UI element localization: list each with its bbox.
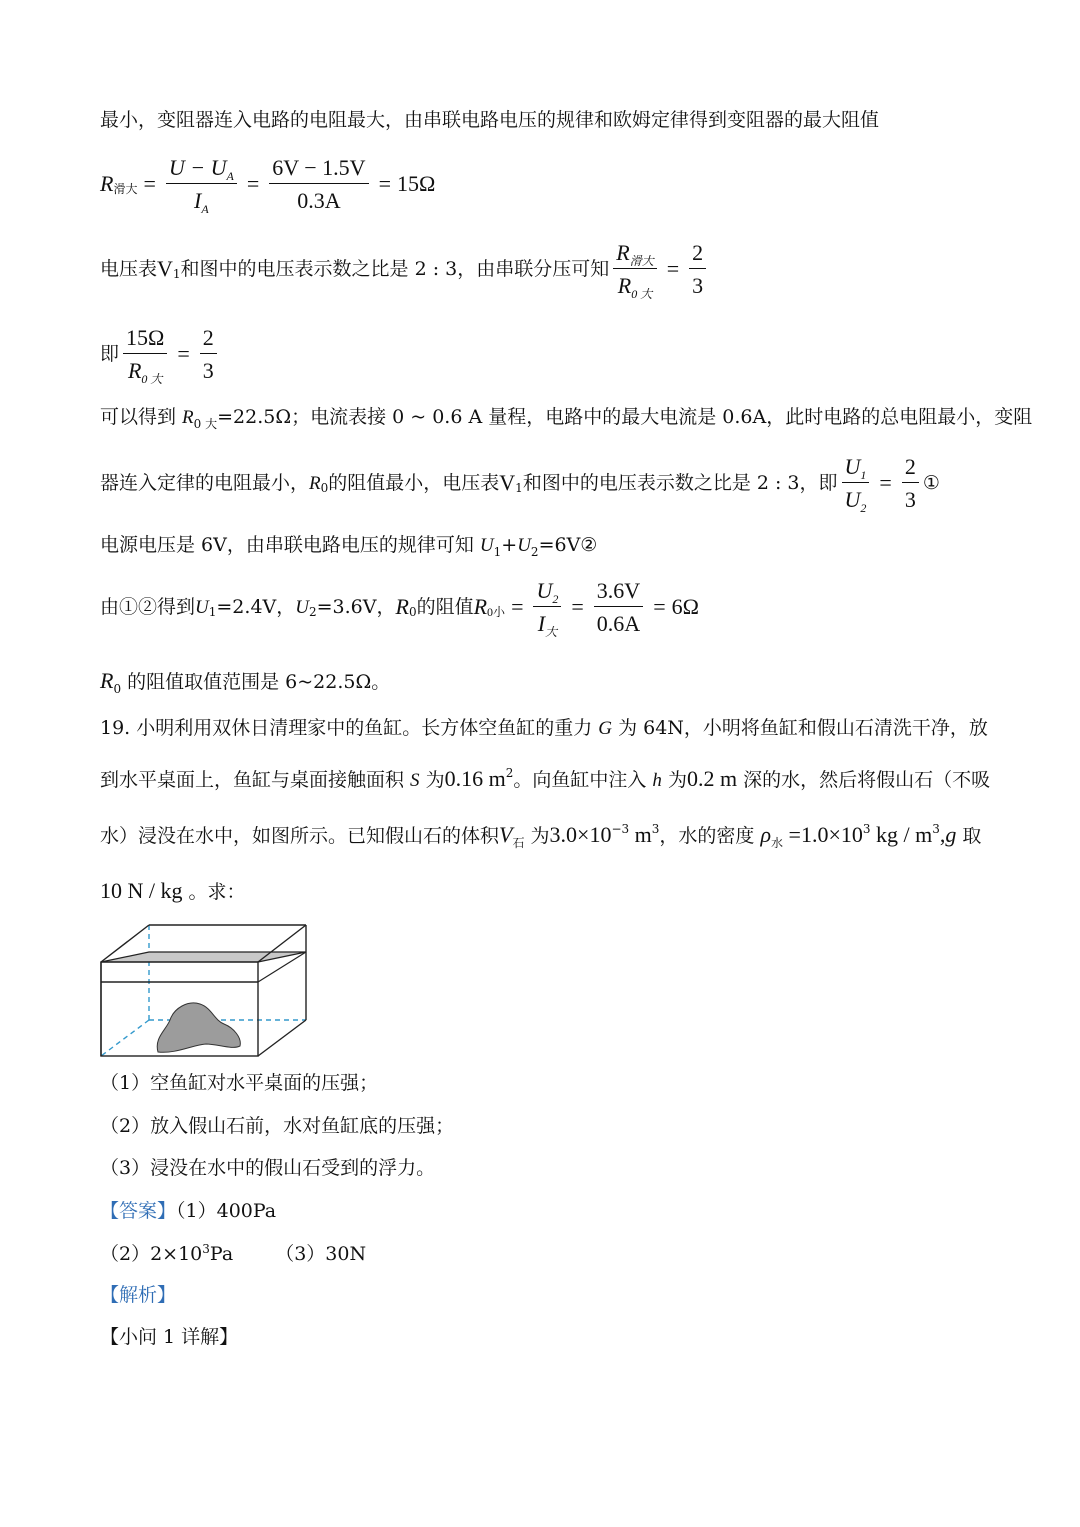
question-19-line-1: 19. 小明利用双休日清理家中的鱼缸。长方体空鱼缸的重力 G 为 64N，小明将鱼缸和假山石清洗干净，放 [100, 717, 988, 739]
question-19-line-4: 10 N / kg 。求： [100, 878, 246, 903]
analysis-tag: 【解析】 [100, 1284, 177, 1306]
question-19-line-3: 水）浸没在水中，如图所示。已知假山石的体积$V_石$ 为$3.0\times 10^{-3}$ $m^3$，水的密度 $\rho_水 =1.0\times 10^3$ kg / $m^3,g$ 取 [100, 822, 982, 850]
water-surface [101, 952, 306, 962]
text-line-7: 电源电压是 6V，由串联电路电压的规律可知 $U_1+U_2=6V②$ [100, 534, 598, 559]
text-line-5: 可以得到 $R_{0 大}=22.5\Omega$；电流表接 0 ~ 0.6 A 量程，电路中的最大电流是 0.6A，此时电路的总电阻最小，变阻 [100, 406, 1033, 431]
detail-tag: 【小问 1 详解】 [100, 1326, 239, 1348]
question-19-line-2: 到水平桌面上，鱼缸与桌面接触面积 S 为0.16 $m^2$。向鱼缸中注入 h 为0.2 m 深的水，然后将假山石（不吸 [100, 766, 991, 791]
rock-shape [157, 1003, 240, 1052]
fraction-u-over-i: $\frac{U - U_A}{I_A}$ [166, 155, 237, 214]
fraction-values: $\frac{6V - 1.5V}{0.3A}$ [269, 155, 368, 214]
fish-tank-figure [96, 920, 312, 1062]
text-line-8: 由①②得到 U 1 =2.4V， U 2 =3.6V， R 0 的阻值 R 0小 = $\frac{U_2}{I_大}$ = $\frac{3.6V}{0.6A}$ = 6Ω [100, 578, 699, 640]
text-line-9: $R_0$ 的阻值取值范围是 6~22.5Ω。 [100, 668, 391, 696]
answer-line-2: $(2)2\times 10^3Pa$ （3）30N [100, 1242, 367, 1265]
text-line-6: 器连入定律的电阻最小， R 0 的阻值最小，电压表 V 1 和图中的电压表示数之比是 2 : 3，即 $\frac{U_1}{U_2}$ = $\frac{2}{3}$ ① [100, 454, 940, 516]
text-line-ji: 即 $\frac{15\Omega}{R_{0 大}}$ = $\frac{2}{3}$ [100, 325, 221, 384]
text-line-1: 最小，变阻器连入电路的电阻最大，由串联电路电压的规律和欧姆定律得到变阻器的最大阻值 [100, 109, 880, 131]
answer-tag: 【答案】 [100, 1200, 177, 1222]
text-line-ratio: 电压表 V 1 和图中的电压表示数之比是 2 : 3，由串联分压可知 $\frac{R_{滑大}}{R_{0 大}}$ = $\frac{2}{3}$ [100, 240, 710, 299]
equation-r-slide-max: R 滑大 = $\frac{U - U_A}{I_A}$ = $\frac{6V - 1.5V}{0.3A}$ = 15Ω [100, 155, 436, 217]
sub-question-1: （1）空鱼缸对水平桌面的压强； [100, 1072, 379, 1094]
sub-question-3: （3）浸没在水中的假山石受到的浮力。 [100, 1157, 436, 1179]
sub-question-2: （2）放入假山石前，水对鱼缸底的压强； [100, 1115, 455, 1137]
answer-line-1: 【答案】（1）400Pa [100, 1200, 277, 1222]
